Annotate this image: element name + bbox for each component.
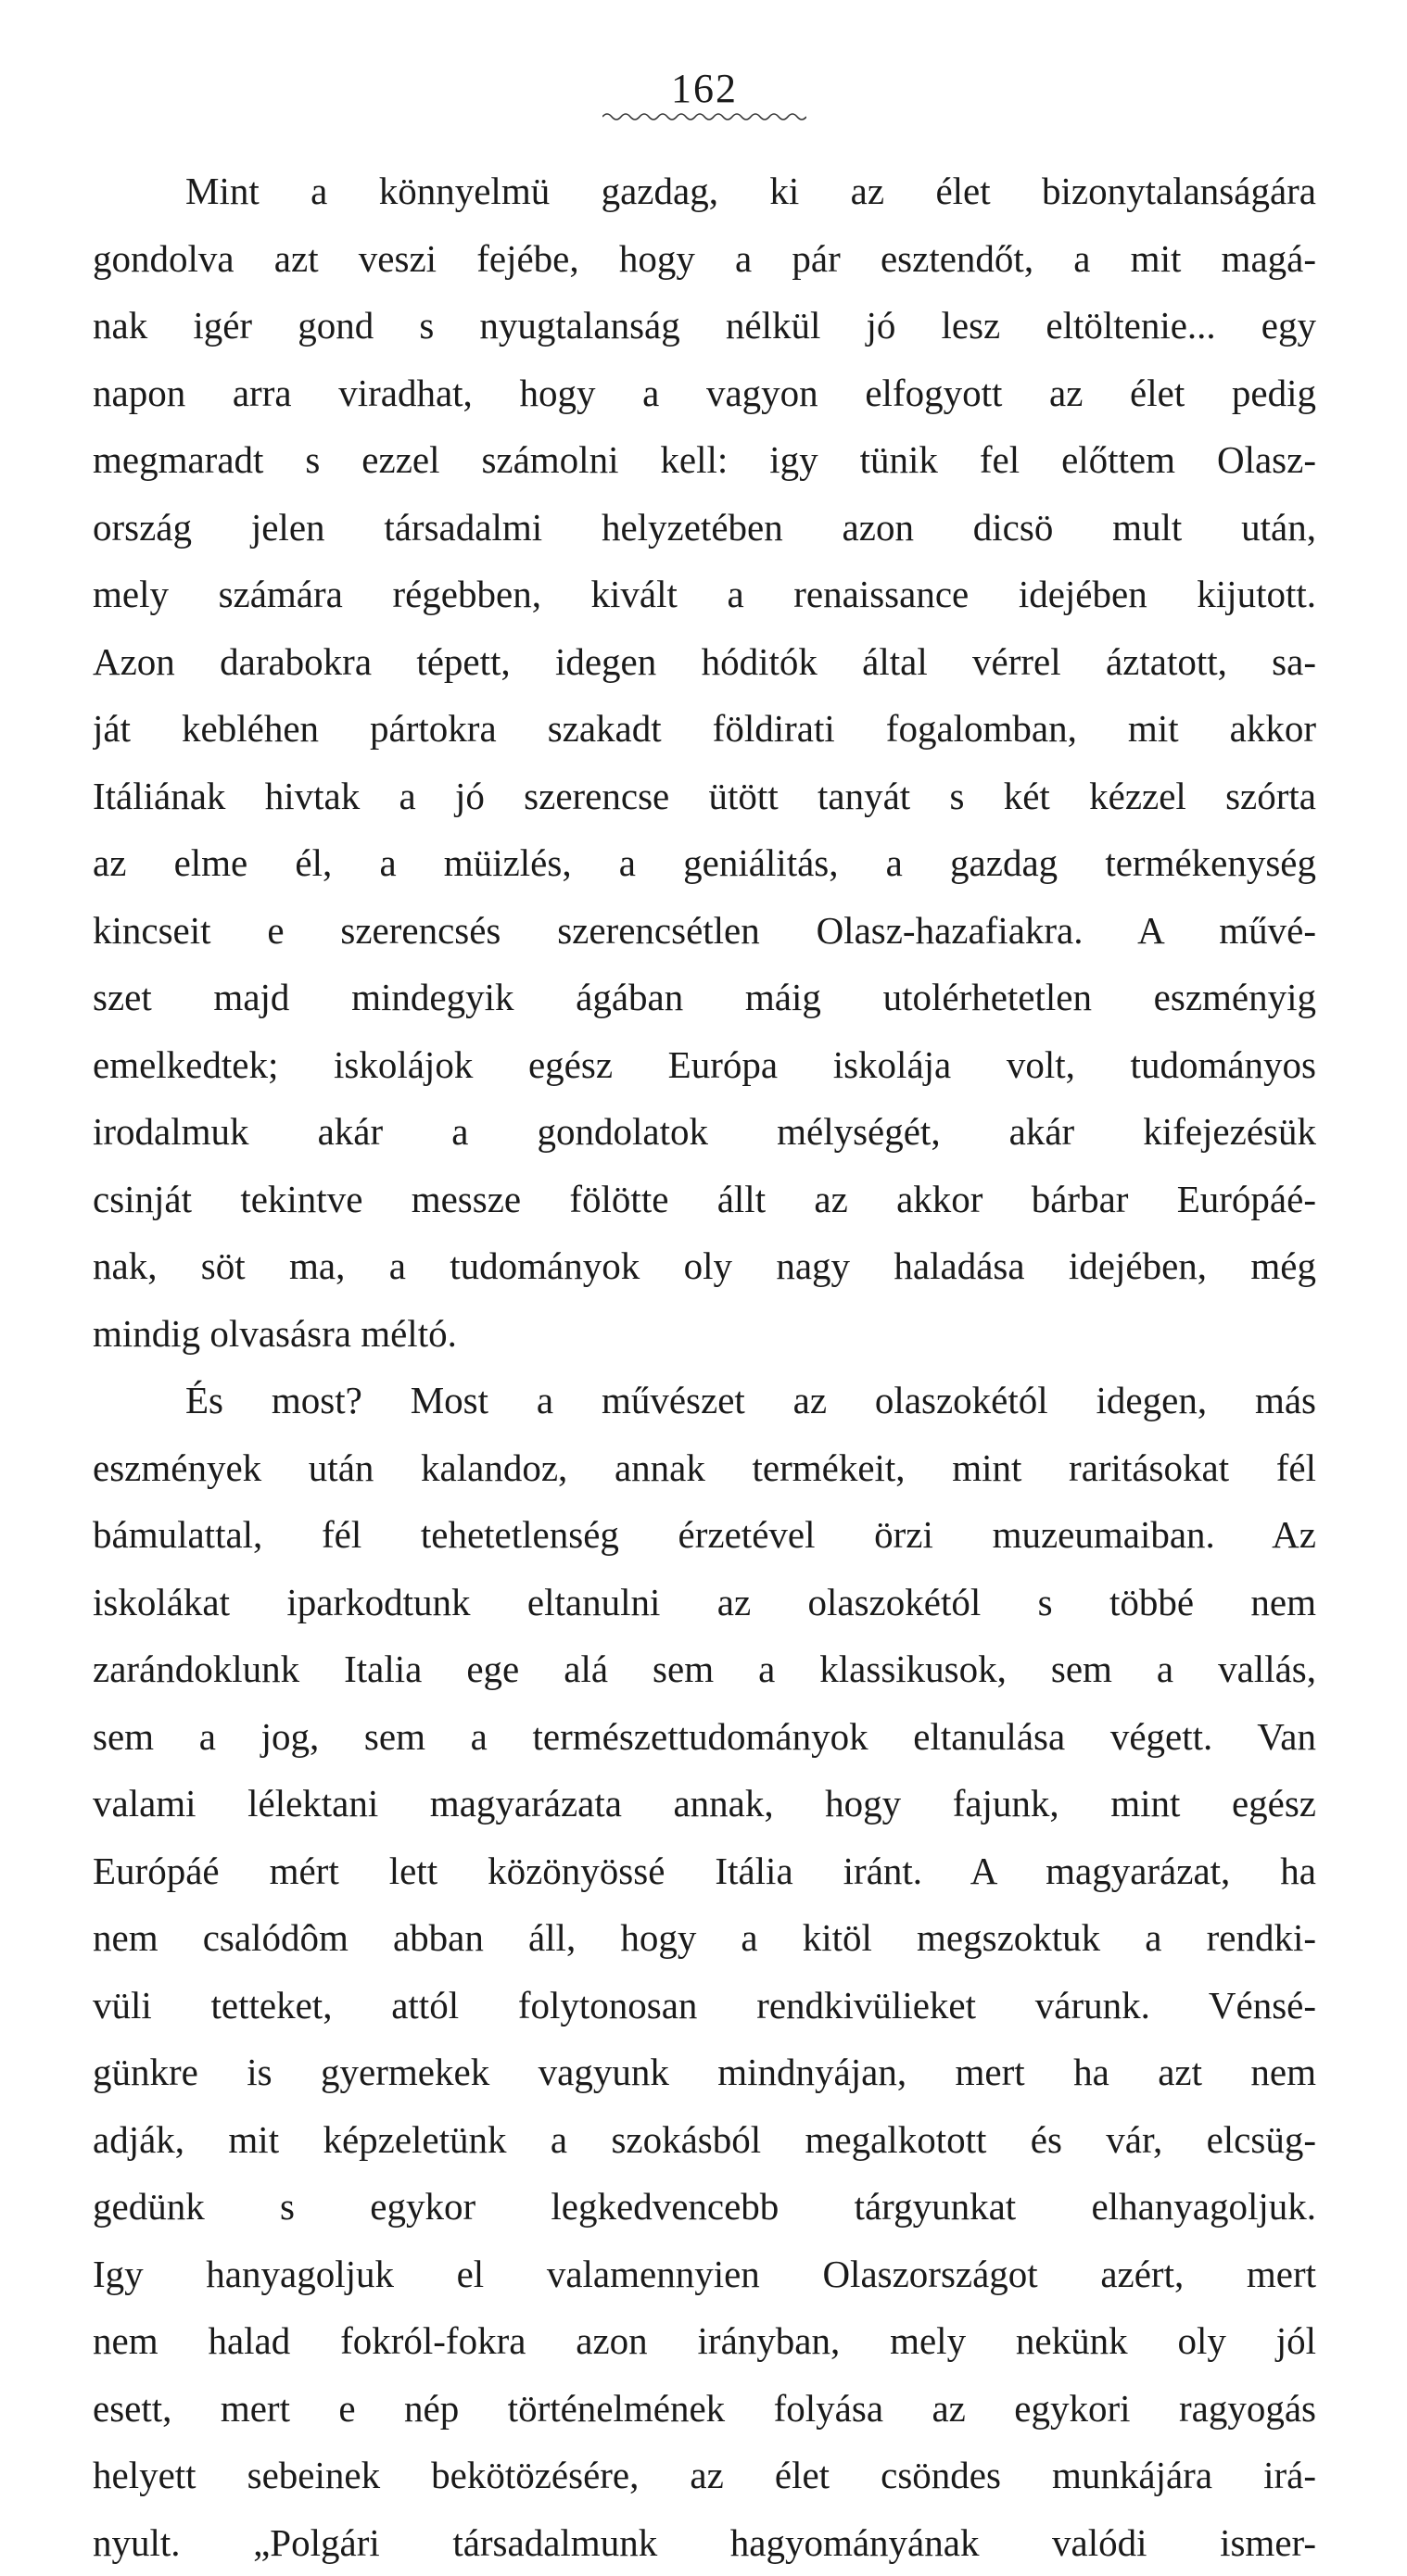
text-line: ország jelen társadalmi helyzetében azon dicsö mult után, [93,494,1316,562]
text-line: eszmények után kalandoz, annak termékeit, mint raritásokat fél [93,1434,1316,1502]
text-line: megmaradt s ezzel számolni kell: igy tünik fel előttem Olasz- [93,426,1316,494]
text-line: vüli tetteket, attól folytonosan rendkivülieket várunk. Vénsé- [93,1972,1316,2039]
text-line: valami lélektani magyarázata annak, hogy fajunk, mint egész [93,1770,1316,1837]
text-line: Igy hanyagoljuk el valamennyien Olaszországot azért, mert [93,2241,1316,2308]
text-line: günkre is gyermekek vagyunk mindnyájan, mert ha azt nem [93,2039,1316,2106]
paragraph-2 [93,1367,1316,2576]
text-line: napon arra viradhat, hogy a vagyon elfogyott az élet pedig [93,360,1316,427]
text-line: mely számára régebben, kivált a renaissance idejében kijutott. [93,561,1316,628]
text-line: És most? Most a művészet az olaszokétól idegen, más [93,1367,1316,1434]
text-line: zarándoklunk Italia ege alá sem a klassikusok, sem a vallás, [93,1635,1316,1703]
text-line: nem halad fokról-fokra azon irányban, mely nekünk oly jól [93,2307,1316,2375]
text-line: bámulattal, fél tehetetlenség érzetével örzi muzeumaiban. Az [93,1501,1316,1569]
text-line: Itáliának hivtak a jó szerencse ütött tanyát s két kézzel szórta [93,763,1316,830]
text-line: Azon darabokra tépett, idegen hóditók által vérrel áztatott, sa- [93,628,1316,696]
text-line: ját kebléhen pártokra szakadt földirati fogalomban, mit akkor [93,695,1316,763]
text-line: sem a jog, sem a természettudományok eltanulása végett. Van [93,1703,1316,1771]
text-line: szet majd mindegyik ágában máig utolérhetetlen eszményig [93,964,1316,1031]
text-line: gedünk s egykor legkedvencebb tárgyunkat elhanyagoljuk. [93,2173,1316,2241]
text-line: helyett sebeinek bekötözésére, az élet csöndes munkájára irá- [93,2442,1316,2509]
text-line: Európáé mért lett közönyössé Itália iránt. A magyarázat, ha [93,1837,1316,1905]
text-line: Mint a könnyelmü gazdag, ki az élet bizonytalanságára [93,158,1316,225]
text-line: nyult. „Polgári társadalmunk hagyományának valódi ismer- [93,2509,1316,2576]
text-line: iskolákat iparkodtunk eltanulni az olaszokétól s többé nem [93,1569,1316,1636]
text-line: nak, söt ma, a tudományok oly nagy haladása idejében, még [93,1232,1316,1300]
paragraph-1 [93,158,1316,1367]
text-line: kincseit e szerencsés szerencsétlen Olasz-hazafiakra. A művé- [93,897,1316,965]
decorative-rule [602,109,806,124]
text-line: adják, mit képzeletünk a szokásból megalkotott és vár, elcsüg- [93,2106,1316,2174]
body-text [93,158,1316,2576]
text-line: esett, mert e nép történelmének folyása az egykori ragyogás [93,2375,1316,2443]
text-line: nak igér gond s nyugtalanság nélkül jó lesz eltöltenie... egy [93,292,1316,360]
text-line: csinját tekintve messze fölötte állt az akkor bárbar Európáé- [93,1166,1316,1233]
text-line: emelkedtek; iskolájok egész Európa iskolája volt, tudományos [93,1031,1316,1099]
text-line: irodalmuk akár a gondolatok mélységét, akár kifejezésük [93,1098,1316,1166]
page-number: 162 [649,65,760,112]
text-line: gondolva azt veszi fejébe, hogy a pár esztendőt, a mit magá- [93,225,1316,293]
text-line: nem csalódôm abban áll, hogy a kitöl megszoktuk a rendki- [93,1904,1316,1972]
text-line: az elme él, a müizlés, a geniálitás, a gazdag termékenység [93,829,1316,897]
text-line: mindig olvasásra méltó. [93,1300,1316,1368]
